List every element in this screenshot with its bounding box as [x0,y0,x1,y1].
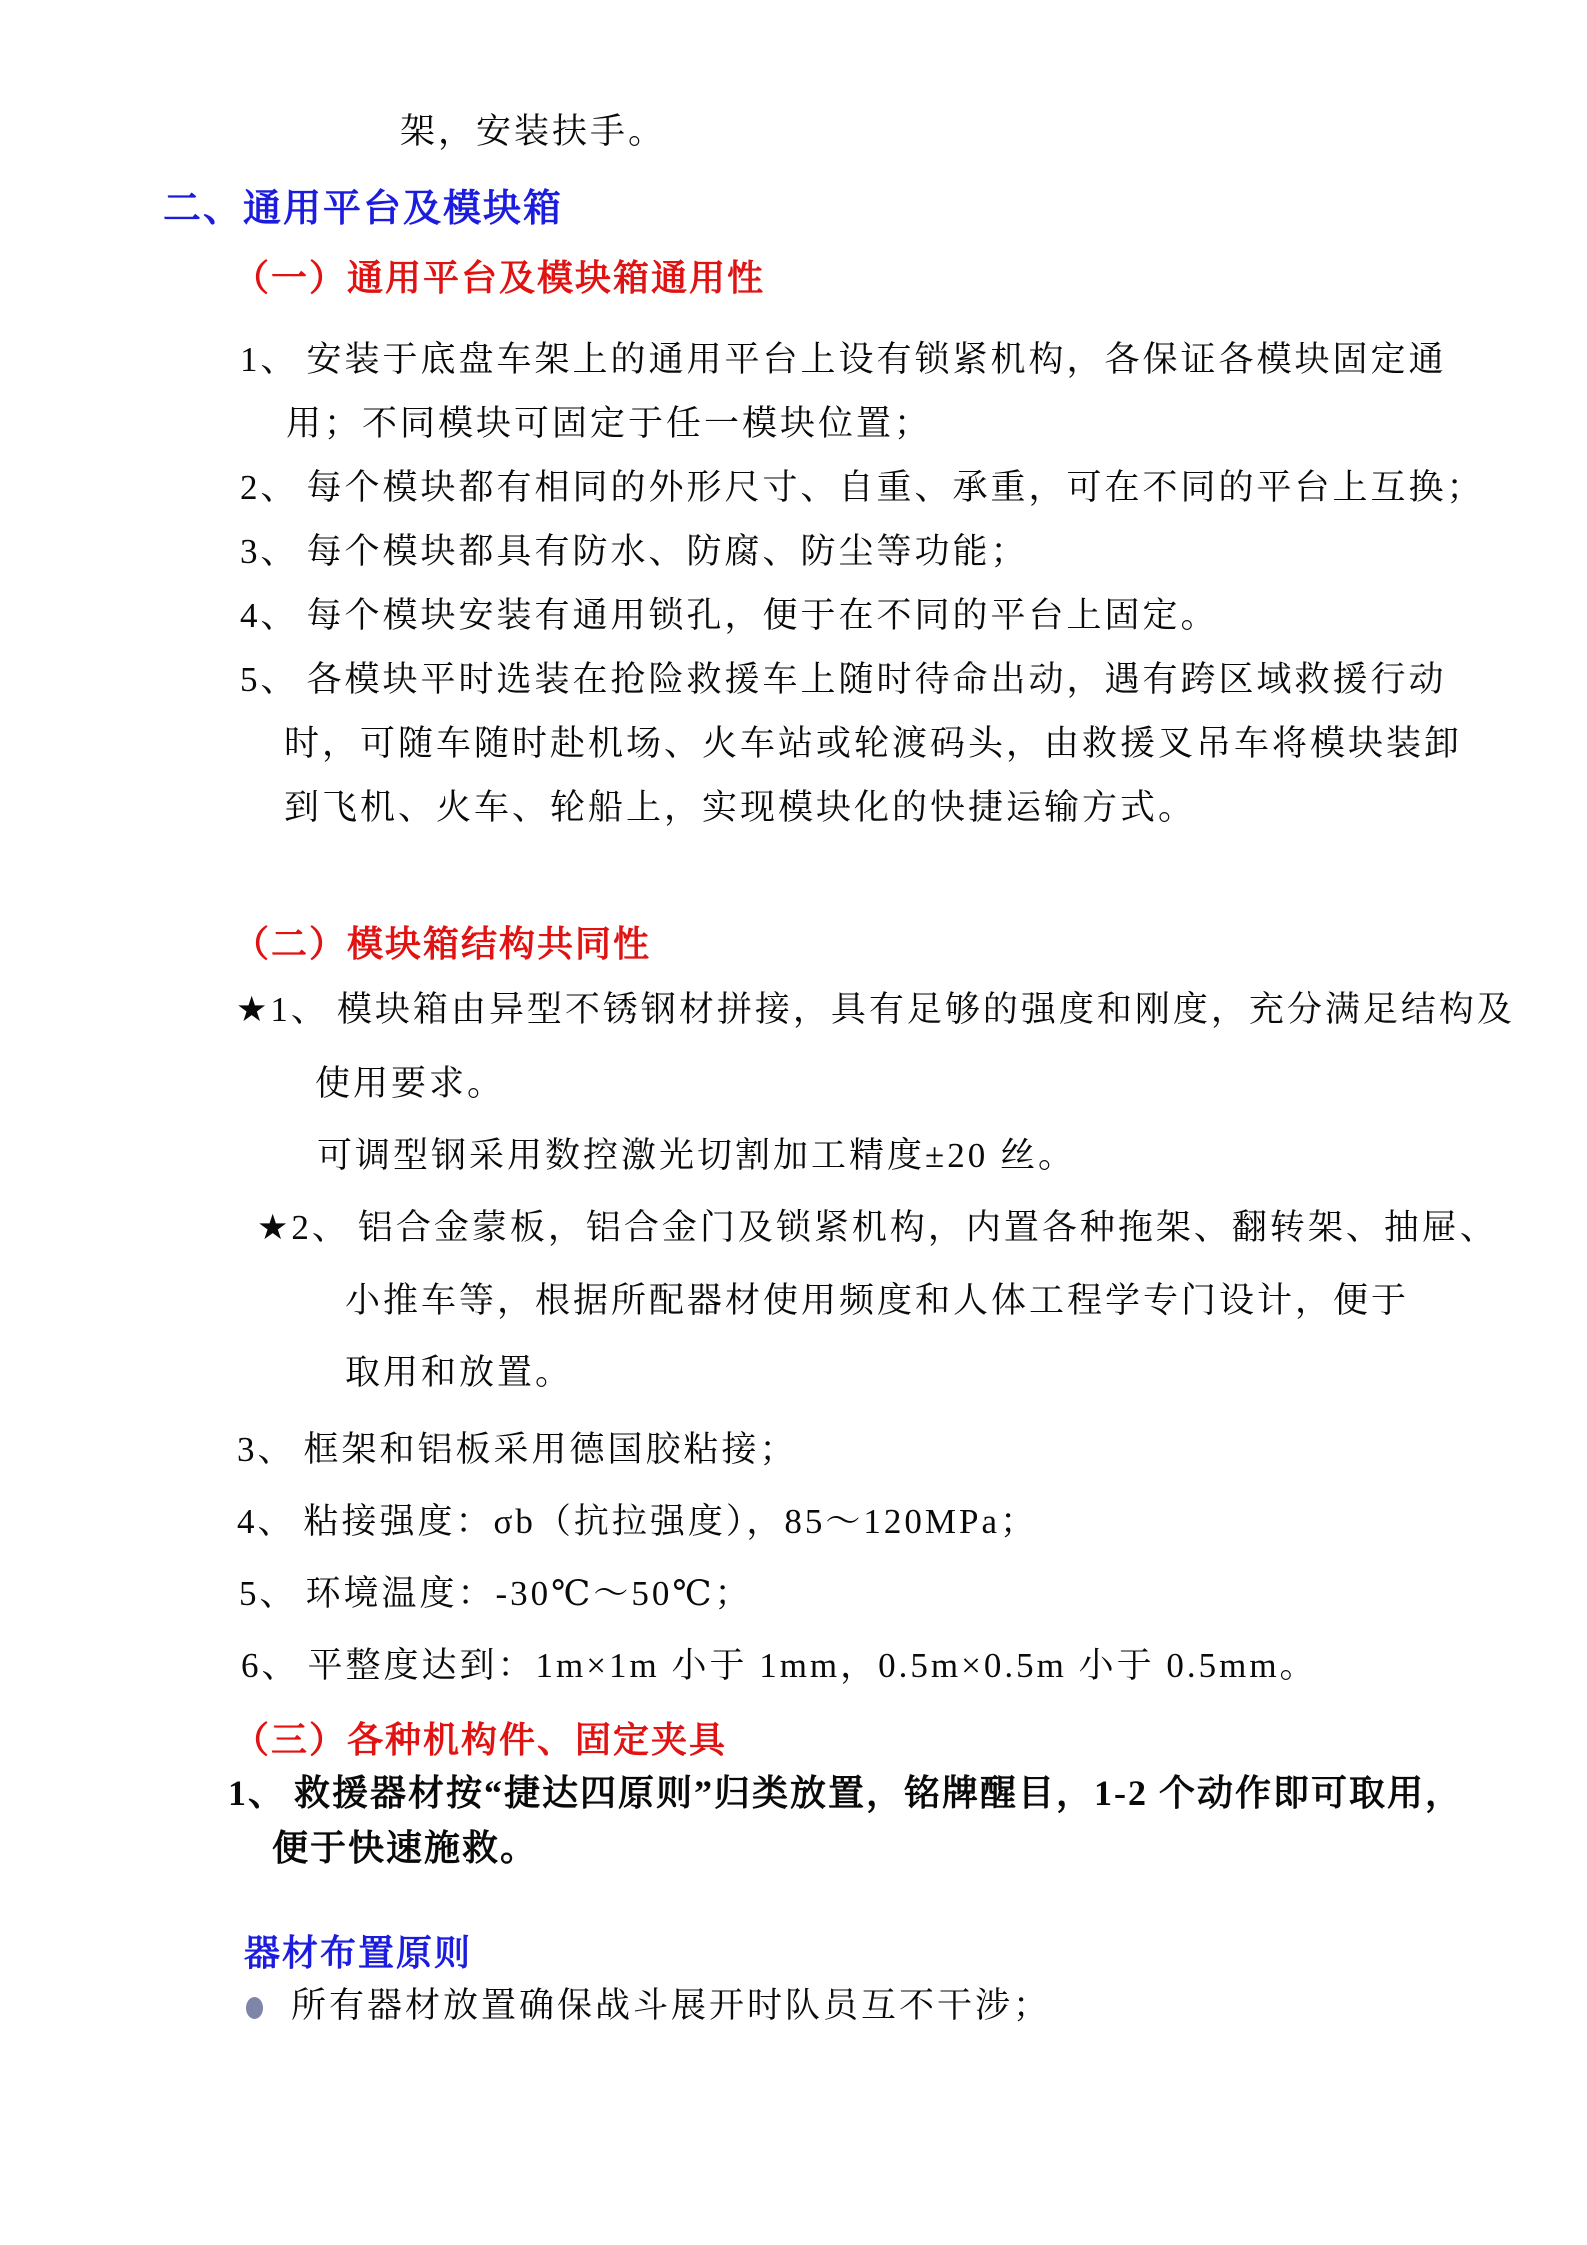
s2-item-6-marker: 6、 [241,1646,300,1685]
s1-item-3-marker: 3、 [240,532,299,571]
s2-item-6-text: 平整度达到：1m×1m 小于 1mm，0.5m×0.5m 小于 0.5mm。 [307,1646,1318,1685]
s1-item-1-text: 安装于底盘车架上的通用平台上设有锁紧机构，各保证各模块固定通 [306,340,1447,379]
s2-item-1-line-2: 使用要求。 [315,1064,506,1103]
section-3-heading: （三）各种机构件、固定夹具 [233,1720,728,1760]
s2-item-1-line-3: 可调型钢采用数控激光切割加工精度±20 丝。 [317,1136,1076,1175]
s1-item-4-line-1 [240,596,1219,636]
s2-item-5-line-1 [239,1574,752,1614]
s1-item-5-marker: 5、 [240,660,299,699]
s2-item-2-line-2: 小推车等，根据所配器材使用频度和人体工程学专门设计，便于 [345,1281,1410,1320]
s1-item-2-text: 每个模块都有相同的外形尺寸、自重、承重，可在不同的平台上互换； [306,468,1485,507]
s2-item-3-marker: 3、 [237,1430,296,1469]
s3-item-1-marker: 1、 [228,1773,287,1813]
s2-item-2-line-3: 取用和放置。 [345,1353,574,1392]
s1-item-2-line-1 [240,468,1485,508]
principles-bullet-text: 所有器材放置确保战斗展开时队员互不干涉； [291,1986,1052,2025]
s1-item-2-marker: 2、 [240,468,299,507]
s1-item-3-text: 每个模块都具有防水、防腐、防尘等功能； [306,532,1029,571]
s2-item-1-text: 模块箱由异型不锈钢材拼接，具有足够的强度和刚度，充分满足结构及 [336,990,1515,1029]
intro-line: 架，安装扶手。 [400,112,667,151]
s2-item-3-text: 框架和铝板采用德国胶粘接； [303,1430,798,1469]
s2-item-4-line-1 [237,1502,1038,1542]
s1-item-1-marker: 1、 [240,340,299,379]
s2-item-5-text: 环境温度：-30℃～50℃； [305,1574,753,1613]
s2-item-1-star-marker: ★1、 [236,990,329,1029]
bullet-icon [246,1997,263,2019]
s1-item-1-line-2: 用；不同模块可固定于任一模块位置； [286,404,933,443]
s2-item-2-line-1 [257,1208,1498,1248]
s3-item-1-text: 救援器材按“捷达四原则”归类放置，铭牌醒目，1-2 个动作即可取用， [294,1773,1464,1813]
s1-item-4-marker: 4、 [240,596,299,635]
s2-item-5-marker: 5、 [239,1574,298,1613]
s1-item-4-text: 每个模块安装有通用锁孔，便于在不同的平台上固定。 [306,596,1219,635]
s1-item-3-line-1 [240,532,1029,572]
s1-item-1-line-1 [240,340,1447,380]
chapter-heading: 二、通用平台及模块箱 [163,188,564,230]
s1-item-5-line-1 [240,660,1447,700]
s3-item-1-line-1 [228,1773,1463,1814]
s2-item-3-line-1 [237,1430,798,1470]
section-2-heading: （二）模块箱结构共同性 [233,924,652,964]
section-1-heading: （一）通用平台及模块箱通用性 [233,258,766,298]
s2-item-4-marker: 4、 [237,1502,296,1541]
s2-item-2-star-marker: ★2、 [257,1208,350,1247]
s1-item-5-line-2: 时，可随车随时赴机场、火车站或轮渡码头，由救援叉吊车将模块装卸 [284,724,1463,763]
s1-item-5-line-3: 到飞机、火车、轮船上，实现模块化的快捷运输方式。 [284,788,1197,827]
principles-bullet-item [246,1986,1051,2026]
s2-item-6-line-1 [241,1646,1318,1686]
principles-subheading: 器材布置原则 [244,1933,473,1973]
s2-item-1-line-1 [236,990,1515,1030]
s2-item-4-text: 粘接强度：σb（抗拉强度），85～120MPa； [303,1502,1039,1541]
s3-item-1-line-2: 便于快速施救。 [272,1828,539,1868]
s1-item-5-text: 各模块平时选装在抢险救援车上随时待命出动，遇有跨区域救援行动 [306,660,1447,699]
s2-item-2-text: 铝合金蒙板，铝合金门及锁紧机构，内置各种拖架、翻转架、抽屉、 [357,1208,1498,1247]
